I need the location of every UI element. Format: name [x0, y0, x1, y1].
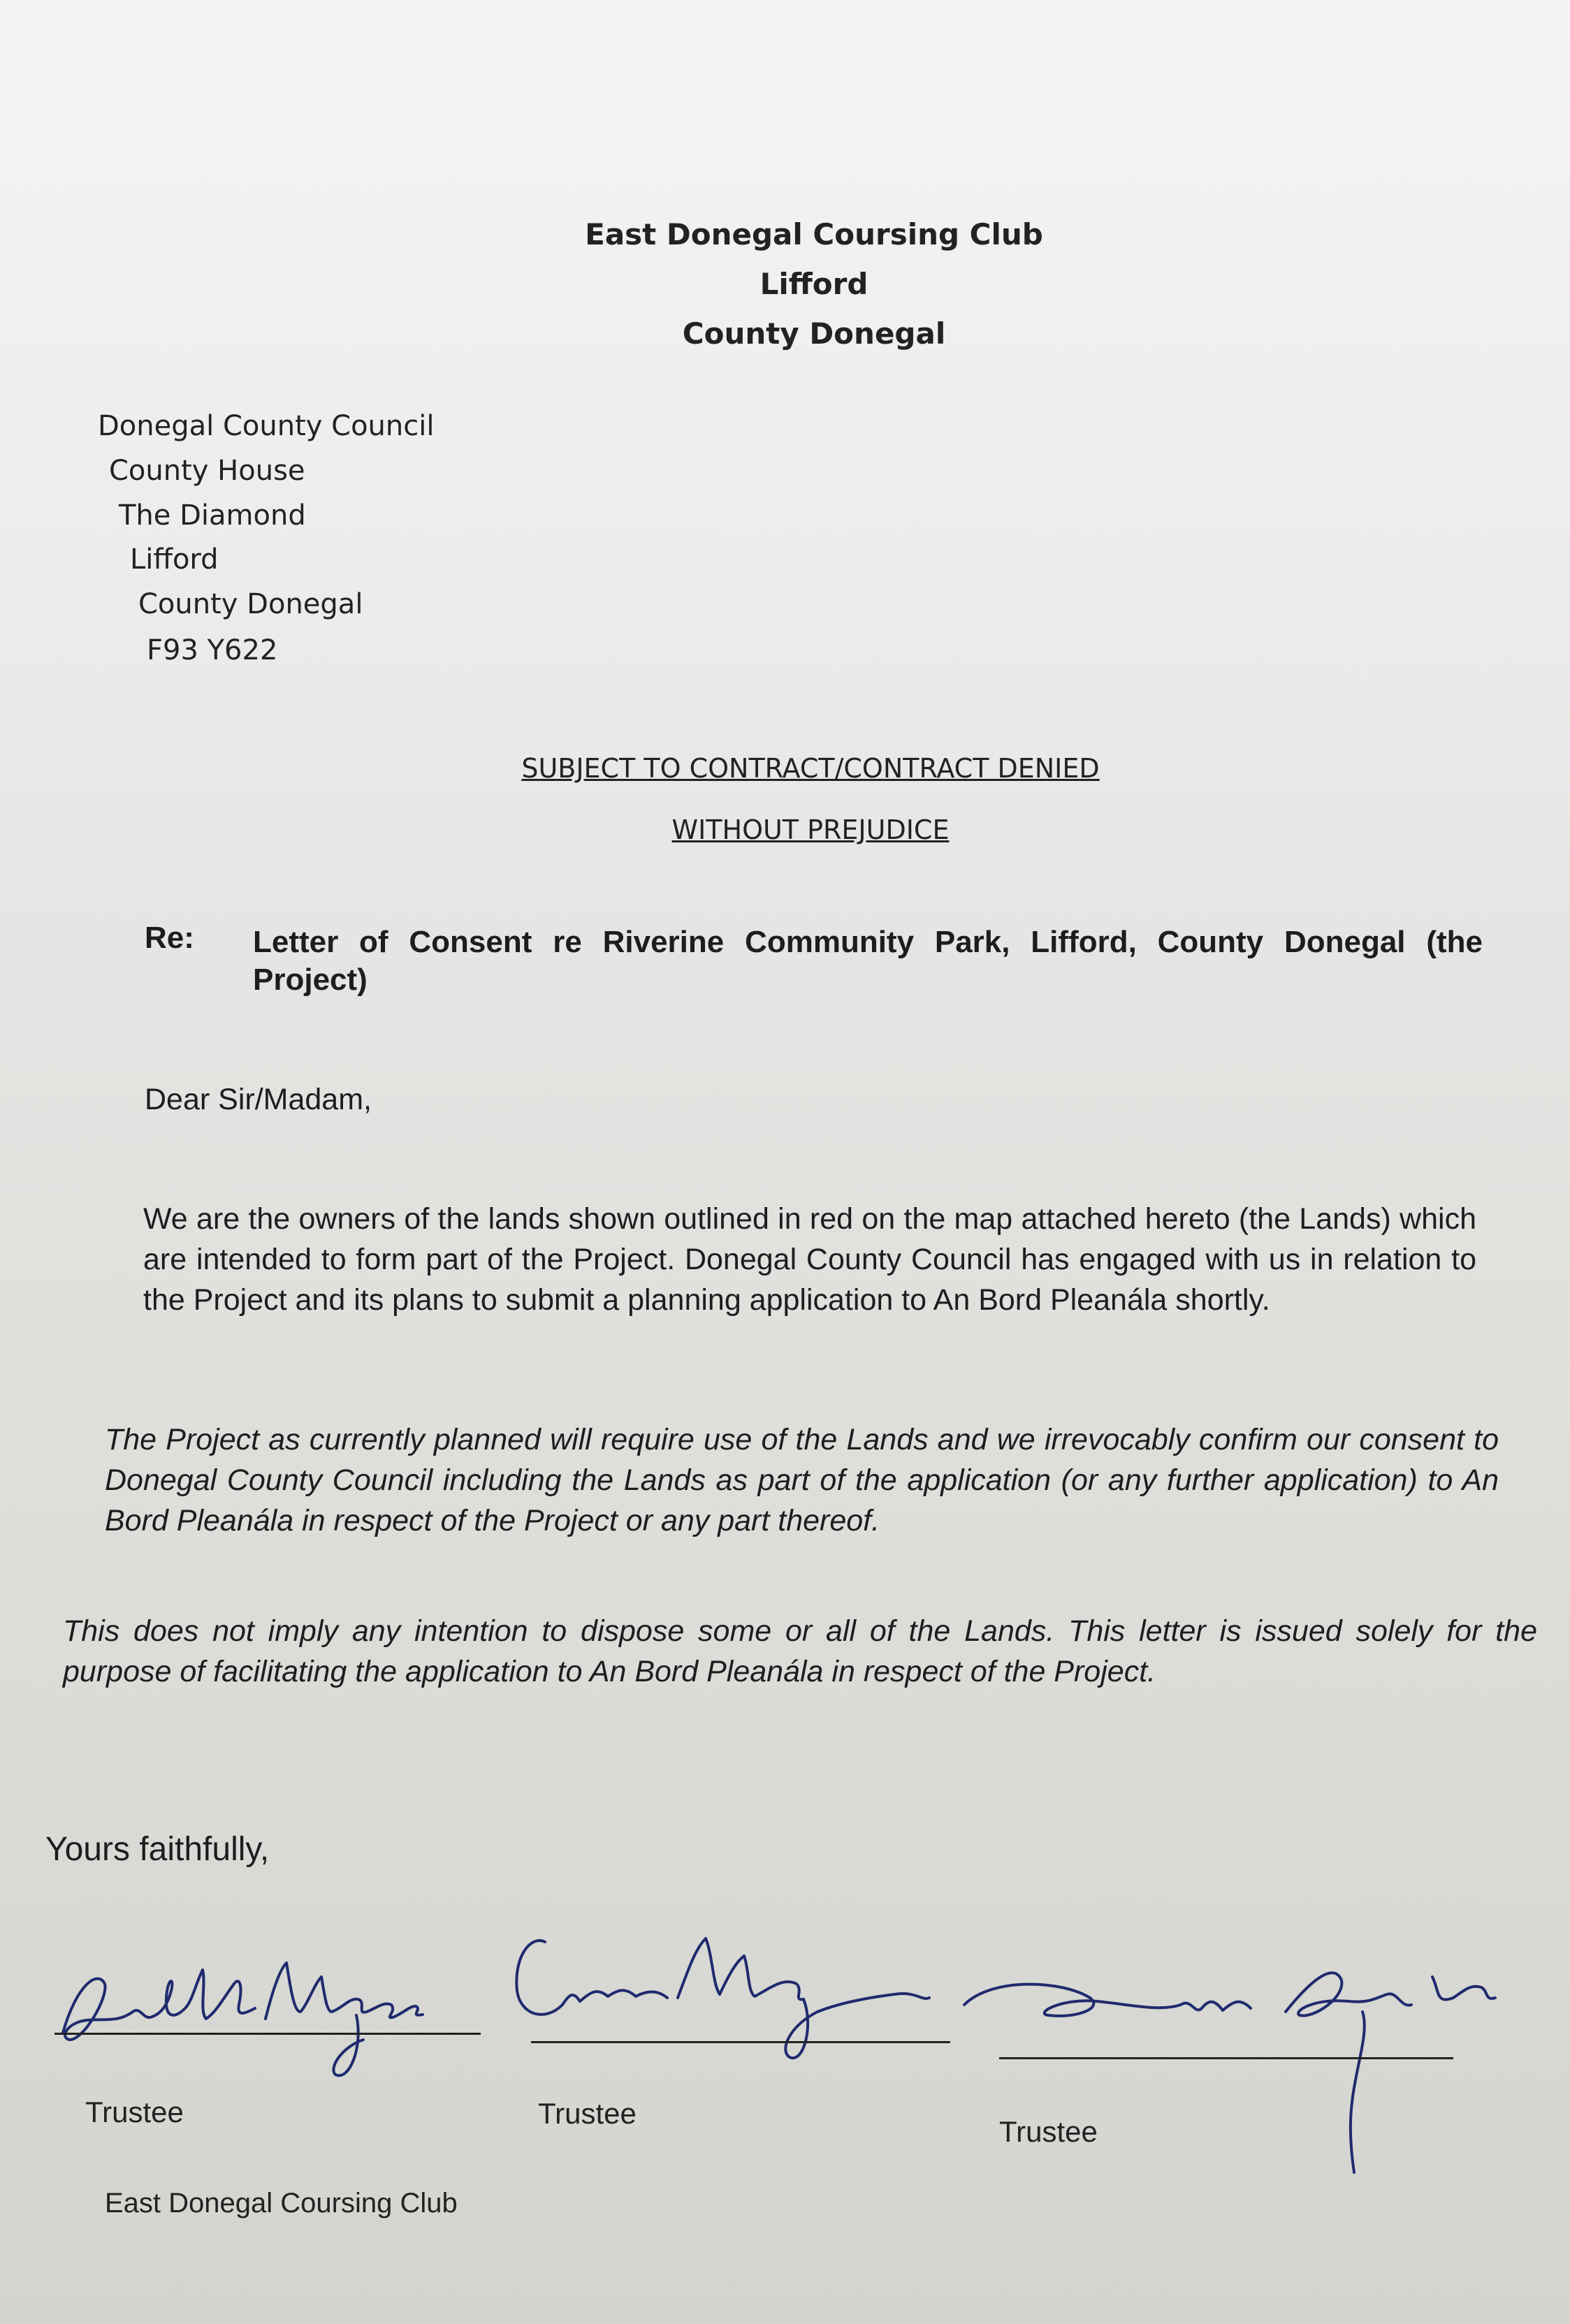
- handwritten-signature-2: [503, 1914, 950, 2082]
- recipient-line-5: County Donegal: [138, 588, 363, 620]
- signature-line-3: [999, 2057, 1453, 2059]
- handwritten-signature-1: [56, 1942, 489, 2096]
- paragraph-3: This does not imply any intention to dispose some or all of the Lands. This letter is issued solely for the purpose of facilitating the application to An Bord Pleanála in respect of the Project.: [63, 1614, 1537, 1688]
- notice-subject-to-contract: SUBJECT TO CONTRACT/CONTRACT DENIED: [521, 753, 1100, 784]
- paragraph-2: The Project as currently planned will require use of the Lands and we irrevocably confirm our consent to Donegal County Council including the Lands as part of the application (or any further application) to An Bord Pleanála in respect of the Project or any part thereof.: [105, 1423, 1499, 1537]
- subject-text: Letter of Consent re Riverine Community Park, Lifford, County Donegal (the Project): [253, 925, 1483, 997]
- signature-line-1: [54, 2033, 481, 2035]
- club-name: East Donegal Coursing Club: [585, 217, 1043, 251]
- letterhead: [0, 210, 1570, 358]
- signoff-organization: East Donegal Coursing Club: [105, 2188, 458, 2219]
- trustee-label-3: Trustee: [999, 2115, 1098, 2148]
- trustee-label-1: Trustee: [85, 2096, 184, 2128]
- closing: Yours faithfully,: [45, 1831, 270, 1868]
- club-town: Lifford: [759, 267, 868, 301]
- trustee-label-2: Trustee: [538, 2097, 637, 2130]
- subject-label: Re:: [145, 921, 194, 955]
- recipient-postcode: F93 Y622: [147, 634, 278, 666]
- recipient-line-1: Donegal County Council: [98, 410, 435, 442]
- signature-line-2: [531, 2041, 950, 2043]
- club-county: County Donegal: [682, 316, 946, 351]
- recipient-line-3: The Diamond: [119, 499, 306, 532]
- paragraph-1: We are the owners of the lands shown outlined in red on the map attached hereto (the Lands) which are intended to form part of the Project. Donegal County Council has engaged with us in relation to the Project and its plans to submit a planning application to An Bord Pleanála shortly.: [143, 1202, 1476, 1317]
- salutation: Dear Sir/Madam,: [145, 1083, 372, 1116]
- recipient-line-2: County House: [109, 455, 305, 487]
- notice-without-prejudice: WITHOUT PREJUDICE: [671, 814, 950, 845]
- recipient-line-4: Lifford: [130, 543, 219, 576]
